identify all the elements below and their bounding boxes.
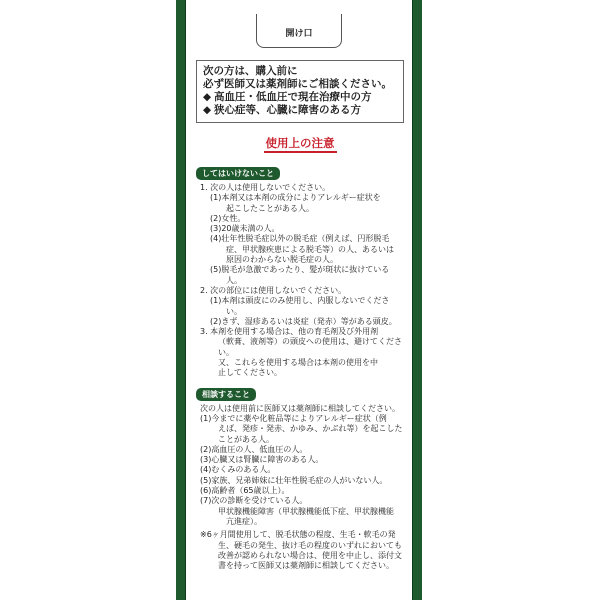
dont-line: 原因のわからない脱毛症の人。 <box>226 255 338 265</box>
consult-note-line: 改善が認められない場合は、使用を中止し、添付文 <box>218 550 402 560</box>
diamond-bullet-icon: ◆ <box>203 91 212 103</box>
open-tab[interactable] <box>256 14 342 48</box>
warning-line-2: 必ず医師又は薬剤師にご相談ください。 <box>203 78 392 90</box>
dont-line: (2)きず、湿疹あるいは炎症（発赤）等がある頭皮。 <box>210 316 397 326</box>
consult-line: (2)高血圧の人、低血圧の人。 <box>200 444 308 454</box>
warning-bullet-text: 高血圧・低血圧で現在治療中の方 <box>214 91 372 103</box>
consult-line: (7)次の診断を受けている人。 <box>200 496 308 506</box>
dont-line: 又、これらを使用する場合は本剤の使用を中 <box>218 358 378 368</box>
warning-bullet <box>203 91 398 104</box>
section-title <box>196 135 404 151</box>
dont-line: (1)本剤は頭皮にのみ使用し、内服しないでくださ <box>210 296 390 306</box>
dont-line: (1)本剤又は本剤の成分によりアレルギー症状を <box>210 193 381 203</box>
dont-label-badge: してはいけないこと <box>196 167 280 180</box>
consult-note-line: ※6ヶ月間使用して、脱毛状態の程度、生毛・軟毛の発 <box>200 530 396 540</box>
consult-line: (1)今までに薬や化粧品等によりアレルギー症状（例 <box>200 413 387 423</box>
leaflet-content <box>196 60 404 571</box>
dont-line: 止してください。 <box>218 368 282 378</box>
consult-list <box>196 404 404 572</box>
warning-bullet <box>203 104 398 117</box>
consult-note-line: 書を持って医師又は薬剤師に相談してください。 <box>218 561 394 571</box>
section-title-text: 使用上の注意 <box>264 136 337 153</box>
dont-line: 1. 次の人は使用しないでください。 <box>200 183 331 192</box>
dont-line: (3)20歳未満の人。 <box>210 224 280 234</box>
dont-line: （軟膏、液剤等）の頭皮への使用は、避けてください。 <box>218 337 402 357</box>
consult-line: (4)むくみのある人。 <box>200 465 276 475</box>
consult-note-line: 生、硬毛の発生、抜け毛の程度のいずれにおいても <box>218 540 402 550</box>
warning-bullet-text: 狭心症等、心臓に障害のある方 <box>214 104 361 116</box>
dont-line: 起こしたことがある人。 <box>226 203 314 213</box>
consult-line: 次の人は使用前に医師又は薬剤師に相談してください。 <box>200 403 400 413</box>
consult-line: えば、発疹・発赤、かゆみ、かぶれ等）を起こした <box>218 424 403 434</box>
dont-line: 人。 <box>226 275 242 285</box>
consult-line: (6)高齢者（65歳以上）。 <box>200 486 290 496</box>
consult-line: 亢進症）。 <box>226 516 262 526</box>
consult-line: (3)心臓又は腎臓に障害のある人。 <box>200 455 324 465</box>
open-tab-label: 開け口 <box>285 29 313 39</box>
consult-label-badge: 相談すること <box>196 388 256 401</box>
consult-line: ことがある人。 <box>218 434 274 444</box>
dont-line: (2)女性。 <box>210 213 246 223</box>
dont-line: 症、甲状腺疾患による脱毛等）の人、あるいは <box>226 244 394 254</box>
diamond-bullet-icon: ◆ <box>203 104 212 116</box>
dont-line: 2. 次の部位には使用しないでください。 <box>200 285 347 295</box>
consult-line: 甲状腺機能障害（甲状腺機能低下症、甲状腺機能 <box>218 506 394 516</box>
pre-purchase-warning-box <box>196 60 404 123</box>
dont-line: (4)壮年性脱毛症以外の脱毛症（例えば、円形脱毛 <box>210 234 390 244</box>
dont-list <box>196 183 404 379</box>
dont-line: (5)脱毛が急激であったり、髪が斑状に抜けている <box>210 265 390 275</box>
dont-line: い。 <box>226 306 242 316</box>
consult-line: (5)家族、兄弟姉妹に壮年性脱毛症の人がいない人。 <box>200 475 388 485</box>
dont-line: 3. 本剤を使用する場合は、他の育毛剤及び外用剤 <box>200 327 379 337</box>
warning-line-1: 次の方は、購入前に <box>203 65 298 77</box>
